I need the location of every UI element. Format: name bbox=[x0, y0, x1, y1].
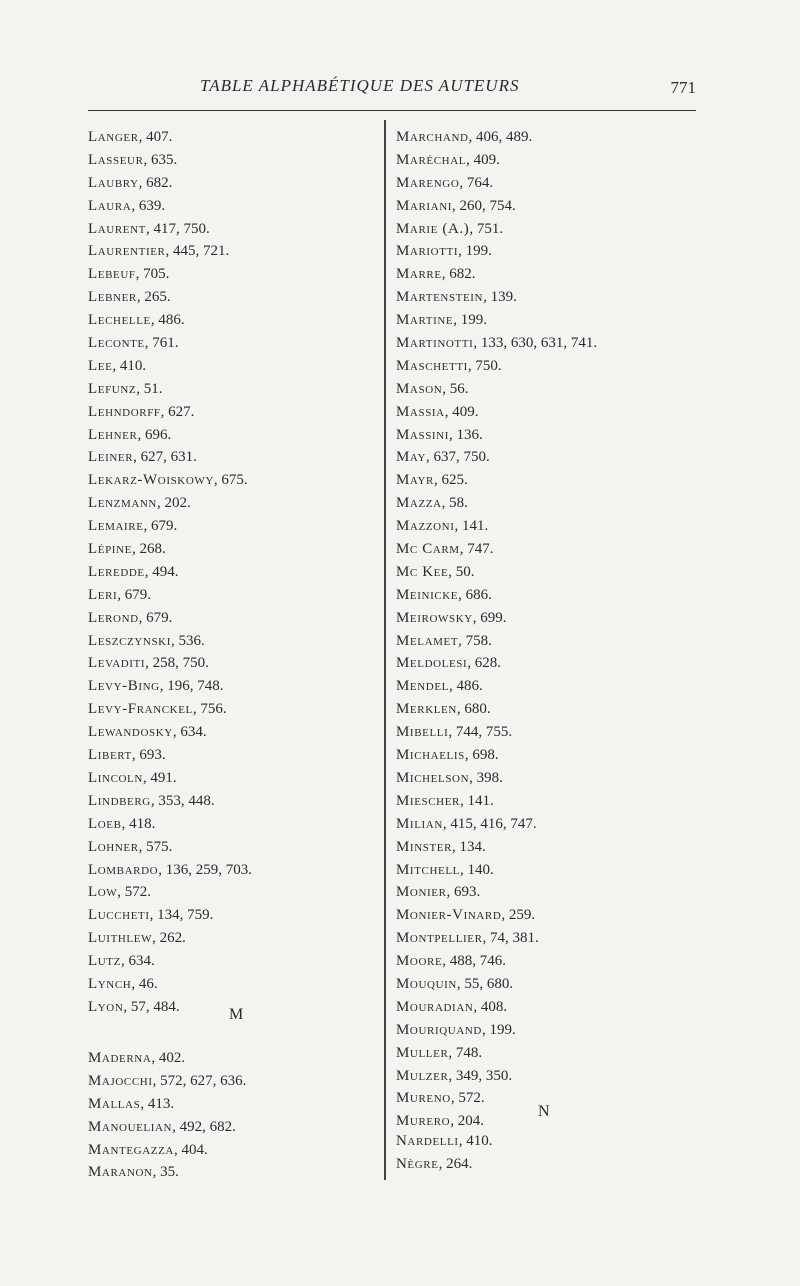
page-references: 634. bbox=[180, 724, 207, 741]
author-name: Miescher bbox=[396, 792, 460, 809]
author-name: Low bbox=[88, 884, 118, 901]
index-entry: Monier-Vinard, 259. bbox=[396, 907, 536, 924]
page-references: 51. bbox=[143, 380, 163, 397]
index-entry: Majocchi, 572, 627, 636. bbox=[88, 1072, 247, 1089]
index-entry: Marengo, 764. bbox=[396, 174, 494, 191]
author-name: Mc Carm bbox=[396, 541, 460, 558]
index-entry: Lohner, 575. bbox=[88, 838, 173, 855]
page-references: 196, 748. bbox=[167, 678, 224, 695]
author-name: Leconte bbox=[88, 335, 145, 352]
index-entry: Leiner, 627, 631. bbox=[88, 449, 197, 466]
index-entry: Meirowsky, 699. bbox=[396, 609, 507, 626]
author-name: Minster bbox=[396, 838, 453, 855]
author-name: Mouradian bbox=[396, 998, 474, 1015]
author-name: Lekarz-Woiskowy bbox=[88, 472, 214, 489]
author-name: Lee bbox=[88, 357, 113, 374]
page-references: 699. bbox=[480, 609, 507, 626]
index-entry: Massini, 136. bbox=[396, 426, 483, 443]
page-references: 46. bbox=[138, 975, 158, 992]
index-entry: Lefunz, 51. bbox=[88, 380, 163, 397]
page-references: 693. bbox=[139, 747, 166, 764]
index-entry: Lekarz-Woiskowy, 675. bbox=[88, 472, 248, 489]
page-references: 764. bbox=[466, 174, 494, 191]
page-references: 402. bbox=[158, 1050, 186, 1066]
page-references: 748. bbox=[455, 1044, 483, 1061]
index-entry: Massia, 409. bbox=[396, 403, 479, 420]
page-references: 682. bbox=[449, 266, 476, 283]
index-entry: Leszczynski, 536. bbox=[88, 632, 205, 649]
page-references: 758. bbox=[465, 632, 492, 649]
page-references: 492, 682. bbox=[179, 1118, 236, 1135]
index-entry: Maréchal, 409. bbox=[396, 151, 500, 168]
index-entry: Maderna, 402. bbox=[88, 1050, 186, 1066]
page-references: 635. bbox=[151, 151, 178, 168]
author-name: Nègre bbox=[396, 1155, 439, 1172]
author-name: Lenzmann bbox=[88, 495, 157, 512]
index-entry: Manouelian, 492, 682. bbox=[88, 1118, 236, 1135]
author-name: Mason bbox=[396, 380, 443, 397]
index-entry: Langer, 407. bbox=[88, 129, 173, 145]
index-entry: Minster, 134. bbox=[396, 838, 486, 855]
author-name: Leiner bbox=[88, 449, 134, 466]
page-references: 409. bbox=[473, 151, 500, 168]
index-entry: Lehner, 696. bbox=[88, 426, 172, 443]
author-name: Libert bbox=[88, 747, 132, 764]
index-entry: Lehndorff, 627. bbox=[88, 403, 195, 420]
index-entry: Leredde, 494. bbox=[88, 563, 179, 580]
index-entry: Levy-Franckel, 756. bbox=[88, 701, 227, 718]
index-entry: Laura, 639. bbox=[88, 197, 166, 214]
author-name: Michaelis bbox=[396, 747, 465, 764]
page-references: 259. bbox=[508, 907, 536, 924]
author-name: Marie (A.) bbox=[396, 220, 470, 237]
page-references: 747. bbox=[467, 541, 494, 558]
index-entry: Lerond, 679. bbox=[88, 609, 173, 626]
author-name: Muller bbox=[396, 1044, 449, 1061]
index-entry: Mazza, 58. bbox=[396, 495, 468, 512]
author-name: Levy-Franckel bbox=[88, 701, 193, 718]
page-references: 202. bbox=[164, 495, 191, 512]
author-name: Moore bbox=[396, 953, 443, 970]
author-name: Laurent bbox=[88, 220, 146, 237]
author-name: Mayr bbox=[396, 472, 434, 489]
author-name: Monier bbox=[396, 884, 447, 901]
author-name: Lyon bbox=[88, 998, 124, 1015]
index-entry: Michaelis, 698. bbox=[396, 747, 499, 764]
left-column-m-entries bbox=[88, 1047, 388, 1184]
page-references: 494. bbox=[152, 563, 179, 580]
page-references: 627, 631. bbox=[140, 449, 197, 466]
author-name: Maréchal bbox=[396, 151, 467, 168]
index-entry: Lenzmann, 202. bbox=[88, 495, 191, 512]
author-name: Mouquin bbox=[396, 975, 457, 992]
author-name: Massini bbox=[396, 426, 449, 443]
page-references: 408. bbox=[480, 998, 508, 1015]
index-entry: Mallas, 413. bbox=[88, 1095, 175, 1112]
index-entry: Libert, 693. bbox=[88, 747, 166, 764]
page-references: 679. bbox=[124, 586, 152, 603]
index-entry: Lyon, 57, 484. bbox=[88, 998, 180, 1015]
index-entry: Mazzoni, 141. bbox=[396, 518, 489, 535]
author-name: Mazzoni bbox=[396, 518, 455, 535]
author-name: Meirowsky bbox=[396, 609, 473, 626]
page-references: 679. bbox=[146, 609, 173, 626]
author-name: Lehner bbox=[88, 426, 138, 443]
index-entry: Lechelle, 486. bbox=[88, 312, 185, 329]
author-name: Loeb bbox=[88, 815, 122, 832]
author-name: Lefunz bbox=[88, 380, 137, 397]
page-references: 264. bbox=[446, 1155, 473, 1172]
author-name: Marengo bbox=[396, 174, 460, 191]
index-entry: Lindberg, 353, 448. bbox=[88, 792, 215, 809]
index-entry: Lutz, 634. bbox=[88, 953, 155, 970]
page-references: 35. bbox=[160, 1164, 179, 1181]
left-column bbox=[88, 126, 388, 1019]
page-references: 410. bbox=[466, 1133, 493, 1149]
author-name: Meinicke bbox=[396, 586, 459, 603]
index-entry: Meldolesi, 628. bbox=[396, 655, 502, 672]
page-references: 675. bbox=[221, 472, 248, 489]
page-references: 258, 750. bbox=[152, 655, 209, 672]
page-references: 133, 630, 631, 741. bbox=[480, 335, 598, 352]
author-name: Lépine bbox=[88, 541, 132, 558]
page-references: 199. bbox=[489, 1021, 516, 1038]
author-name: Merklen bbox=[396, 701, 457, 718]
index-entry: Maranon, 35. bbox=[88, 1164, 179, 1181]
page-references: 750. bbox=[475, 357, 502, 374]
author-name: Melamet bbox=[396, 632, 459, 649]
index-entry: Lincoln, 491. bbox=[88, 769, 177, 786]
index-entry: Marre, 682. bbox=[396, 266, 476, 283]
index-entry: Murero, 204. bbox=[396, 1113, 484, 1130]
index-entry: Montpellier, 74, 381. bbox=[396, 930, 539, 947]
page-references: 417, 750. bbox=[153, 220, 210, 237]
page-references: 74, 381. bbox=[490, 930, 539, 947]
page-references: 693. bbox=[454, 884, 481, 901]
author-name: Leri bbox=[88, 586, 118, 603]
author-name: Mendel bbox=[396, 678, 449, 695]
page-references: 406, 489. bbox=[476, 129, 533, 145]
index-entry: Martenstein, 139. bbox=[396, 289, 517, 306]
index-entry: Levy-Bing, 196, 748. bbox=[88, 678, 224, 695]
index-entry: Mouquin, 55, 680. bbox=[396, 975, 514, 992]
page-references: 625. bbox=[441, 472, 468, 489]
page-references: 744, 755. bbox=[455, 724, 513, 741]
page-number: 771 bbox=[670, 78, 696, 97]
page-references: 141. bbox=[461, 518, 489, 535]
page-references: 751. bbox=[476, 220, 504, 237]
page-references: 407. bbox=[146, 129, 173, 145]
index-entry: Low, 572. bbox=[88, 884, 152, 901]
author-name: Martenstein bbox=[396, 289, 484, 306]
author-name: Laubry bbox=[88, 174, 139, 191]
index-entry: Lewandosky, 634. bbox=[88, 724, 207, 741]
page-references: 349, 350. bbox=[455, 1067, 513, 1084]
author-name: Lewandosky bbox=[88, 724, 173, 741]
author-name: Maranon bbox=[88, 1164, 153, 1181]
index-entry: Merklen, 680. bbox=[396, 701, 491, 718]
page-title: TABLE ALPHABÉTIQUE DES AUTEURS bbox=[200, 76, 520, 95]
index-entry: Laurentier, 445, 721. bbox=[88, 243, 230, 260]
author-name: Milian bbox=[396, 815, 443, 832]
index-entry: Laurent, 417, 750. bbox=[88, 220, 210, 237]
page-references: 627. bbox=[168, 403, 195, 420]
page-references: 756. bbox=[200, 701, 227, 718]
page-references: 262. bbox=[159, 930, 186, 947]
index-entry: Marchand, 406, 489. bbox=[396, 129, 533, 145]
author-name: Lynch bbox=[88, 975, 132, 992]
author-name: Mureno bbox=[396, 1090, 451, 1107]
index-entry: Mc Carm, 747. bbox=[396, 541, 494, 558]
author-name: Mibelli bbox=[396, 724, 449, 741]
index-entry: Laubry, 682. bbox=[88, 174, 173, 191]
index-entry: Lynch, 46. bbox=[88, 975, 158, 992]
index-entry: Leri, 679. bbox=[88, 586, 152, 603]
author-name: Mouriquand bbox=[396, 1021, 482, 1038]
page-references: 575. bbox=[146, 838, 173, 855]
index-entry: Luithlew, 262. bbox=[88, 930, 186, 947]
author-name: Mariotti bbox=[396, 243, 459, 260]
index-entry: Mason, 56. bbox=[396, 380, 469, 397]
author-name: Marre bbox=[396, 266, 442, 283]
author-name: Lebner bbox=[88, 289, 137, 306]
page-references: 413. bbox=[147, 1095, 175, 1112]
page-references: 58. bbox=[449, 495, 468, 512]
page-references: 136. bbox=[456, 426, 483, 443]
page-references: 639. bbox=[138, 197, 166, 214]
index-entry: Mariotti, 199. bbox=[396, 243, 492, 260]
page-references: 486. bbox=[158, 312, 185, 329]
page-references: 199. bbox=[460, 312, 487, 329]
section-letter-m: M bbox=[229, 1006, 244, 1023]
author-name: Murero bbox=[396, 1113, 451, 1130]
author-name: Lechelle bbox=[88, 312, 151, 329]
author-name: Mitchell bbox=[396, 861, 460, 878]
index-entry: Mouradian, 408. bbox=[396, 998, 508, 1015]
page-references: 55, 680. bbox=[464, 975, 514, 992]
page-references: 486. bbox=[456, 678, 483, 695]
author-name: Lerond bbox=[88, 609, 139, 626]
page-references: 491. bbox=[150, 769, 177, 786]
index-entry: Mibelli, 744, 755. bbox=[396, 724, 513, 741]
author-name: Maderna bbox=[88, 1050, 152, 1066]
page-references: 410. bbox=[119, 357, 147, 374]
index-entry: Lasseur, 635. bbox=[88, 151, 178, 168]
page-references: 698. bbox=[472, 747, 499, 764]
index-entry: Mitchell, 140. bbox=[396, 861, 494, 878]
author-name: Lombardo bbox=[88, 861, 159, 878]
author-name: Leredde bbox=[88, 563, 145, 580]
author-name: Lebeuf bbox=[88, 266, 136, 283]
index-entry: Melamet, 758. bbox=[396, 632, 492, 649]
index-entry: Leconte, 761. bbox=[88, 335, 179, 352]
page-references: 265. bbox=[144, 289, 171, 306]
author-name: May bbox=[396, 449, 427, 466]
page-references: 696. bbox=[144, 426, 172, 443]
page-references: 637, 750. bbox=[433, 449, 490, 466]
page-references: 418. bbox=[129, 815, 156, 832]
page-references: 204. bbox=[457, 1113, 484, 1130]
index-entry: Milian, 415, 416, 747. bbox=[396, 815, 537, 832]
author-name: Martinotti bbox=[396, 335, 474, 352]
page-references: 134. bbox=[459, 838, 486, 855]
index-entry: Nardelli, 410. bbox=[396, 1133, 493, 1149]
index-entry: Mendel, 486. bbox=[396, 678, 483, 695]
index-entry: Moore, 488, 746. bbox=[396, 953, 507, 970]
author-name: Monier-Vinard bbox=[396, 907, 502, 924]
index-entry: Lee, 410. bbox=[88, 357, 147, 374]
page-references: 260, 754. bbox=[459, 197, 516, 214]
page-references: 572. bbox=[458, 1090, 485, 1107]
author-name: Michelson bbox=[396, 769, 470, 786]
index-entry: Mulzer, 349, 350. bbox=[396, 1067, 513, 1084]
page-references: 572, 627, 636. bbox=[160, 1072, 247, 1089]
page-references: 628. bbox=[474, 655, 502, 672]
index-entry: Lépine, 268. bbox=[88, 541, 166, 558]
page-references: 268. bbox=[139, 541, 166, 558]
page-references: 57, 484. bbox=[130, 998, 180, 1015]
running-header bbox=[88, 76, 696, 100]
index-entry: Mc Kee, 50. bbox=[396, 563, 475, 580]
author-name: Lohner bbox=[88, 838, 139, 855]
index-entry: Lemaire, 679. bbox=[88, 518, 178, 535]
author-name: Lindberg bbox=[88, 792, 151, 809]
author-name: Majocchi bbox=[88, 1072, 153, 1089]
index-entry: Muller, 748. bbox=[396, 1044, 483, 1061]
index-entry: Maschetti, 750. bbox=[396, 357, 502, 374]
page-references: 634. bbox=[128, 953, 155, 970]
page-references: 682. bbox=[146, 174, 173, 191]
author-name: Massia bbox=[396, 403, 445, 420]
author-name: Leszczynski bbox=[88, 632, 171, 649]
index-entry: Mayr, 625. bbox=[396, 472, 468, 489]
author-name: Laurentier bbox=[88, 243, 166, 260]
index-entry: Levaditi, 258, 750. bbox=[88, 655, 209, 672]
page-references: 140. bbox=[467, 861, 494, 878]
author-name: Luccheti bbox=[88, 907, 150, 924]
page-references: 409. bbox=[452, 403, 479, 420]
right-column bbox=[396, 126, 696, 1133]
section-letter-n: N bbox=[538, 1103, 550, 1120]
index-entry: Martine, 199. bbox=[396, 312, 487, 329]
page-references: 136, 259, 703. bbox=[165, 861, 252, 878]
author-name: Lincoln bbox=[88, 769, 143, 786]
page-references: 705. bbox=[143, 266, 170, 283]
index-entry: Martinotti, 133, 630, 631, 741. bbox=[396, 335, 598, 352]
page-references: 141. bbox=[467, 792, 494, 809]
index-entry: Luccheti, 134, 759. bbox=[88, 907, 214, 924]
index-entry: Marie (A.), 751. bbox=[396, 220, 504, 237]
page-references: 536. bbox=[178, 632, 205, 649]
author-name: Mazza bbox=[396, 495, 442, 512]
page-references: 404. bbox=[181, 1141, 208, 1158]
index-entry: Miescher, 141. bbox=[396, 792, 494, 809]
page-references: 415, 416, 747. bbox=[450, 815, 537, 832]
page-references: 50. bbox=[455, 563, 475, 580]
index-entry: Michelson, 398. bbox=[396, 769, 503, 786]
index-entry: Meinicke, 686. bbox=[396, 586, 492, 603]
author-name: Lasseur bbox=[88, 151, 144, 168]
author-name: Luithlew bbox=[88, 930, 153, 947]
right-column-n-entries bbox=[396, 1130, 696, 1176]
author-name: Mallas bbox=[88, 1095, 141, 1112]
author-name: Langer bbox=[88, 129, 139, 145]
page-references: 488, 746. bbox=[449, 953, 507, 970]
page-references: 445, 721. bbox=[173, 243, 230, 260]
page-references: 572. bbox=[124, 884, 152, 901]
author-name: Mariani bbox=[396, 197, 453, 214]
page-references: 139. bbox=[490, 289, 517, 306]
author-name: Montpellier bbox=[396, 930, 483, 947]
index-entry: Lombardo, 136, 259, 703. bbox=[88, 861, 252, 878]
index-entry: Mouriquand, 199. bbox=[396, 1021, 516, 1038]
index-entry: Mureno, 572. bbox=[396, 1090, 485, 1107]
author-name: Levy-Bing bbox=[88, 678, 160, 695]
author-name: Lutz bbox=[88, 953, 121, 970]
author-name: Manouelian bbox=[88, 1118, 173, 1135]
index-entry: May, 637, 750. bbox=[396, 449, 490, 466]
page-references: 56. bbox=[449, 380, 469, 397]
page-references: 761. bbox=[152, 335, 179, 352]
index-entry: Lebeuf, 705. bbox=[88, 266, 170, 283]
author-name: Meldolesi bbox=[396, 655, 468, 672]
author-name: Lehndorff bbox=[88, 403, 161, 420]
author-name: Maschetti bbox=[396, 357, 468, 374]
page-references: 680. bbox=[464, 701, 491, 718]
author-name: Nardelli bbox=[396, 1133, 459, 1149]
page-references: 353, 448. bbox=[158, 792, 215, 809]
author-name: Mc Kee bbox=[396, 563, 449, 580]
page-references: 686. bbox=[465, 586, 492, 603]
page-references: 199. bbox=[465, 243, 492, 260]
author-name: Lemaire bbox=[88, 518, 144, 535]
author-name: Mulzer bbox=[396, 1067, 449, 1084]
author-name: Laura bbox=[88, 197, 132, 214]
author-name: Mantegazza bbox=[88, 1141, 174, 1158]
index-entry: Mantegazza, 404. bbox=[88, 1141, 208, 1158]
index-entry: Monier, 693. bbox=[396, 884, 481, 901]
page-references: 679. bbox=[151, 518, 178, 535]
index-entry: Loeb, 418. bbox=[88, 815, 156, 832]
index-entry: Lebner, 265. bbox=[88, 289, 171, 306]
index-entry: Mariani, 260, 754. bbox=[396, 197, 516, 214]
header-rule bbox=[88, 110, 696, 111]
index-entry: Nègre, 264. bbox=[396, 1155, 473, 1172]
author-name: Marchand bbox=[396, 129, 469, 145]
page-references: 134, 759. bbox=[157, 907, 214, 924]
author-name: Levaditi bbox=[88, 655, 146, 672]
author-name: Martine bbox=[396, 312, 454, 329]
page-references: 398. bbox=[476, 769, 503, 786]
